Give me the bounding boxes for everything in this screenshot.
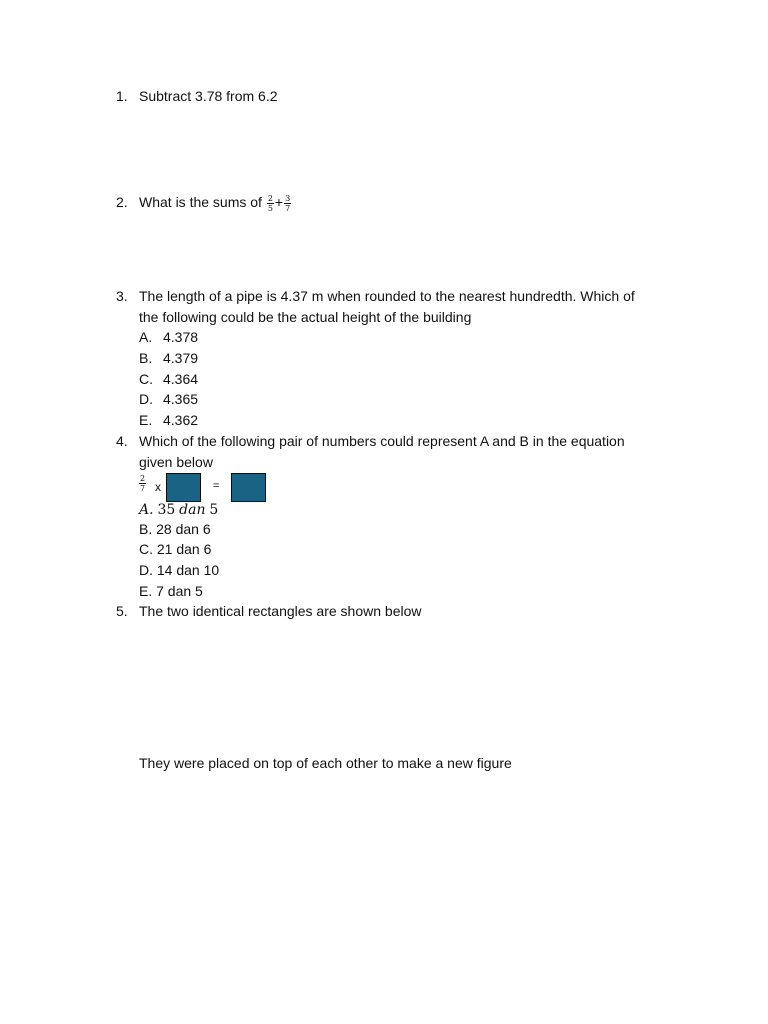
question-1-text: Subtract 3.78 from 6.2 xyxy=(139,88,278,104)
question-5-text: The two identical rectangles are shown below xyxy=(139,603,422,619)
option-c-letter: C. xyxy=(139,371,153,387)
fraction-two-fifths xyxy=(267,194,274,213)
option-a-math-n2: 5 xyxy=(209,502,219,518)
question-3-number: 3. xyxy=(116,288,128,304)
option-a-letter: A. xyxy=(139,329,153,345)
question-5-number: 5. xyxy=(116,603,128,619)
option-a-math-letter: A. xyxy=(139,502,154,518)
option-a-math-n1: 35 xyxy=(157,502,176,518)
option-e-value: 4.362 xyxy=(163,412,199,428)
question-2-line xyxy=(139,192,292,213)
question-5-followup: They were placed on top of each other to make a new figure xyxy=(139,755,512,771)
fraction-denominator: 7 xyxy=(285,203,291,213)
question-3-line-1: The length of a pipe is 4.37 m when rounded to the nearest hundredth. Which of xyxy=(139,288,635,304)
question-4-option-e: E. 7 dan 5 xyxy=(139,583,203,599)
question-4-line-2: given below xyxy=(139,454,213,470)
plus-sign: + xyxy=(274,194,284,210)
equation-fraction xyxy=(138,474,147,493)
question-4-option-b: B. 28 dan 6 xyxy=(139,521,211,537)
fraction-numerator: 3 xyxy=(285,193,291,203)
fraction-three-sevenths xyxy=(284,194,291,213)
option-c-value: 4.364 xyxy=(163,371,199,387)
option-a-math-word: dan xyxy=(179,502,206,518)
box-b-placeholder xyxy=(231,473,266,502)
option-d-letter: D. xyxy=(139,391,153,407)
question-4-option-c: C. 21 dan 6 xyxy=(139,541,212,557)
option-e-letter: E. xyxy=(139,412,153,428)
question-4-option-d: D. 14 dan 10 xyxy=(139,562,220,578)
fraction-denominator: 5 xyxy=(267,203,273,213)
question-2-text: What is the sums of xyxy=(139,194,262,210)
question-4-number: 4. xyxy=(116,433,128,449)
question-4-option-a xyxy=(139,499,218,520)
box-a-placeholder xyxy=(166,473,201,502)
fraction-numerator: 2 xyxy=(140,474,146,483)
option-a-value: 4.378 xyxy=(163,329,199,345)
equals-sign: = xyxy=(213,480,220,492)
fraction-numerator: 2 xyxy=(267,193,273,203)
times-sign: x xyxy=(155,480,161,494)
option-b-value: 4.379 xyxy=(163,350,199,366)
fraction-denominator: 7 xyxy=(140,484,146,493)
option-d-value: 4.365 xyxy=(163,391,199,407)
question-4-line-1: Which of the following pair of numbers could represent A and B in the equation xyxy=(139,433,625,449)
question-2-number: 2. xyxy=(116,194,128,210)
question-3-line-2: the following could be the actual height of the building xyxy=(139,309,472,325)
fraction-two-sevenths xyxy=(139,474,146,493)
option-b-letter: B. xyxy=(139,350,153,366)
question-1-number: 1. xyxy=(116,88,128,104)
